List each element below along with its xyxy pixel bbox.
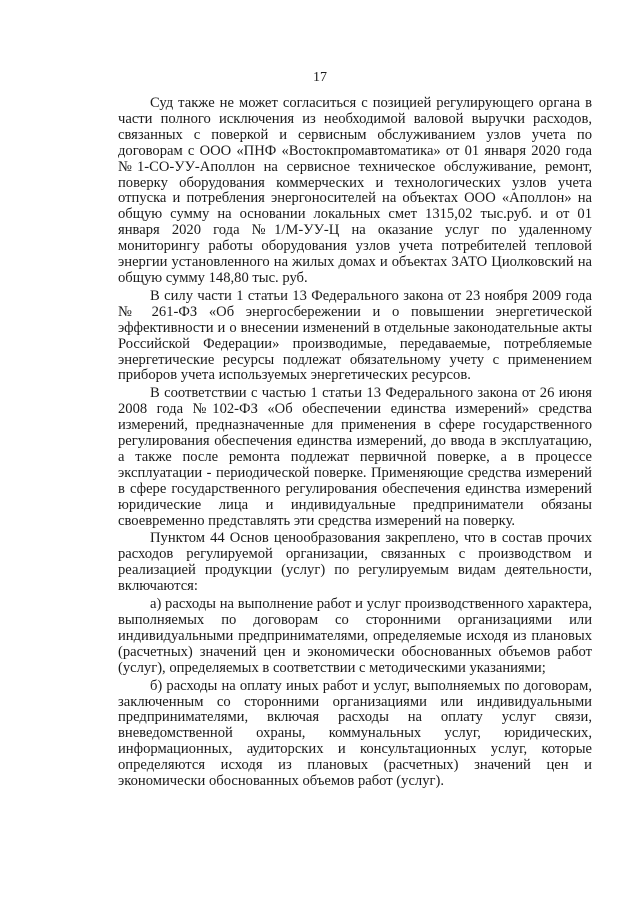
paragraph-court-position: Суд также не может согласиться с позицией регулирующего органа в части полного исключения из необходимой валовой выручки расходов, связанных с поверкой и сервисным обслуживанием узлов учета по договорам с ООО «ПНФ «Востокпромавтоматика» от 01 января 2020 года №1-СО-УУ-Аполлон на сервисное техническое обслуживание, ремонт, поверку оборудования коммерческих и технологических узлов учета отпуска и потребления энергоносителей на объектах ООО «Аполлон» на общую сумму на основании локальных смет 1315,02 тыс.руб. и от 01 января 2020 года №1/М-УУ-Ц на оказание услуг по удаленному мониторингу работы оборудования узлов учета потребителей тепловой энергии установленного на жилых домах и объектах ЗАТО Циолковский на общую сумму 148,80 тыс. руб. [118,95,592,286]
list-item-a: а) расходы на выполнение работ и услуг производственного характера, выполняемых по договорам со сторонними организациями или индивидуальными предпринимателями, определяемые исходя из плановых (расчетных) значений цен и экономически обоснованных объемов работ (услуг), определяемых в соответствии с методическими указаниями; [118,596,592,676]
paragraph-law-102: В соответствии с частью 1 статьи 13 Федерального закона от 26 июня 2008 года №102-ФЗ «Об обеспечении единства измерений» средства измерений, предназначенные для применения в сфере государственного регулирования обеспечения единства измерений, до ввода в эксплуатацию, а также после ремонта подлежат первичной поверке, а в процессе эксплуатации - периодической поверке. Применяющие средства измерений в сфере государственного регулирования обеспечения единства измерений юридические лица и индивидуальные предприниматели обязаны своевременно представлять эти средства измерений на поверку. [118,385,592,529]
document-body [118,96,592,792]
paragraph-law-261: В силу части 1 статьи 13 Федерального закона от 23 ноября 2009 года № 261-ФЗ «Об энергосбережении и о повышении энергетической эффективности и о внесении изменений в отдельные законодательные акты Российской Федерации» производимые, передаваемые, потребляемые энергетические ресурсы подлежат обязательному учету с применением приборов учета используемых энергетических ресурсов. [118,287,592,384]
paragraph-pricing-basis: Пунктом 44 Основ ценообразования закреплено, что в состав прочих расходов регулируемой организации, связанных с производством и реализацией продукции (услуг) по регулируемым видам деятельности, включаются: [118,530,592,595]
page-number: 17 [313,70,327,85]
list-item-b: б) расходы на оплату иных работ и услуг, выполняемых по договорам, заключенным со сторонними организациями или индивидуальными предпринимателями, включая расходы на оплату услуг связи, вневедомственной охраны, коммунальных услуг, юридических, информационных, аудиторских и консультационных услуг, которые определяются исходя из плановых (расчетных) значений цен и экономически обоснованных объемов работ (услуг). [118,677,592,790]
